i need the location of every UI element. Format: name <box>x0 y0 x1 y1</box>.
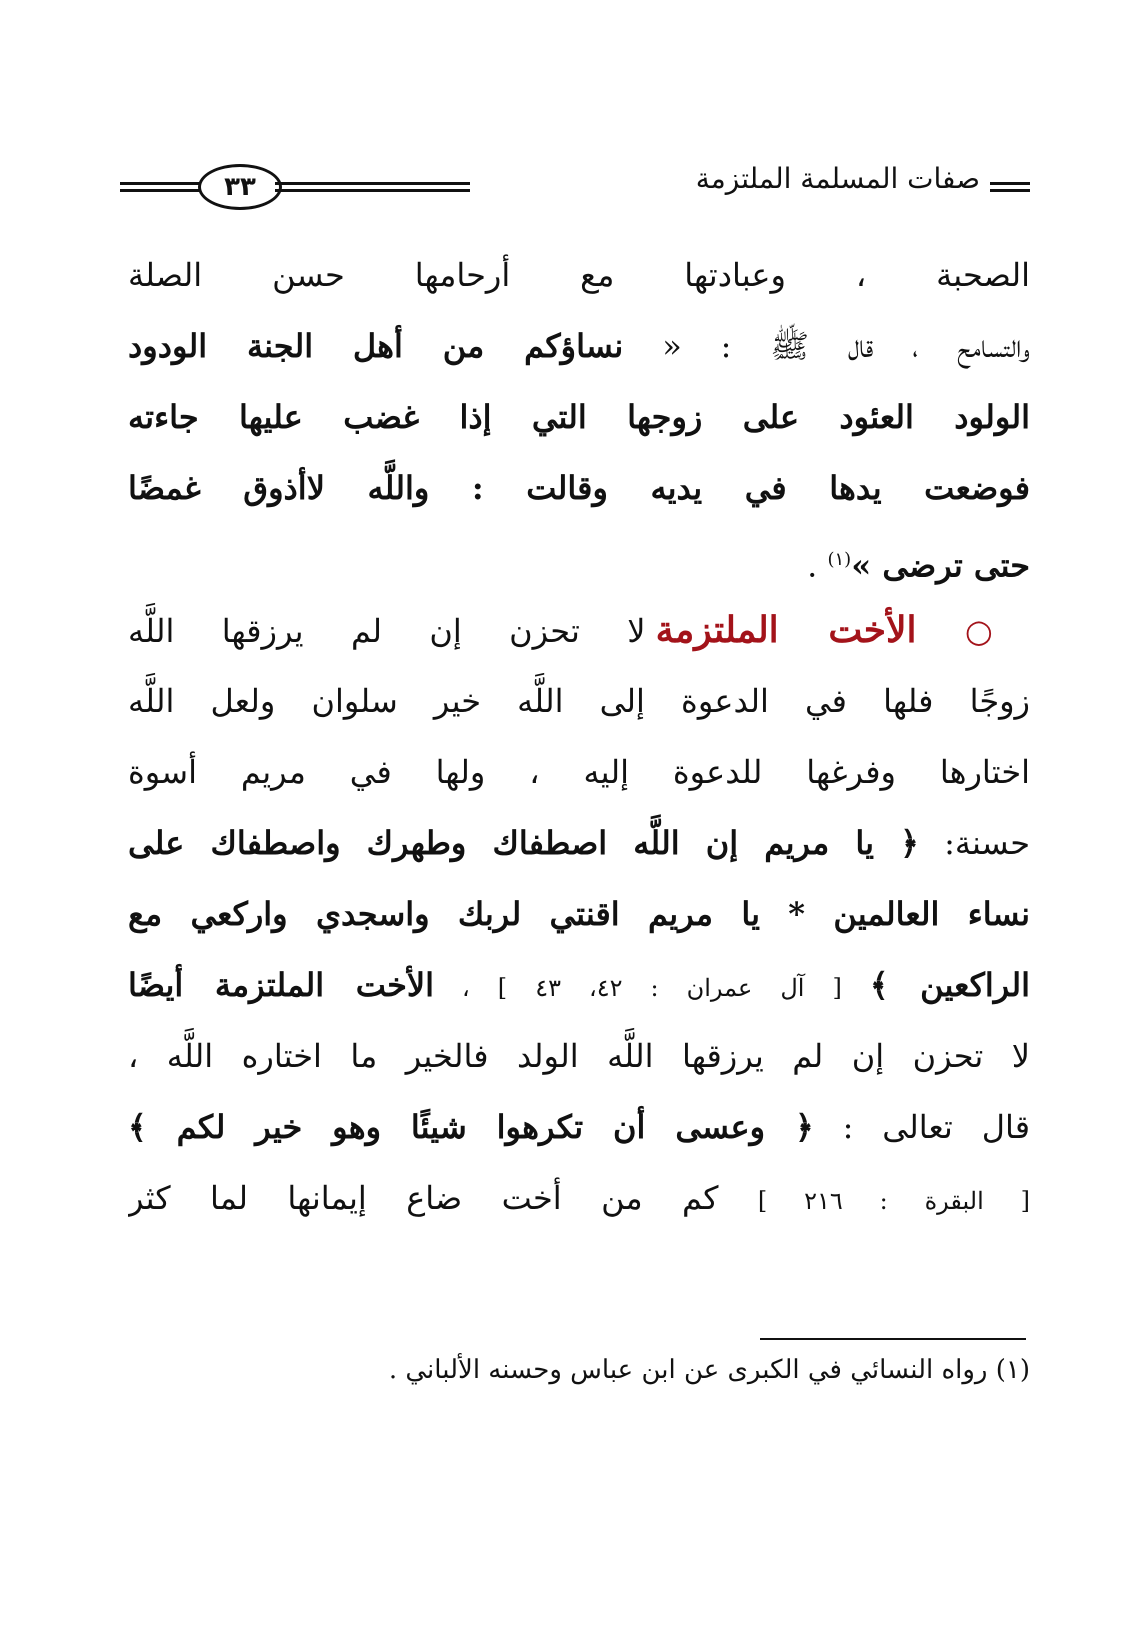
section-heading: الأخت الملتزمة <box>655 609 917 651</box>
text-line <box>128 879 1030 950</box>
text-line <box>128 737 1030 808</box>
running-title: صفات المسلمة الملتزمة <box>695 162 980 195</box>
text-line <box>128 453 1030 524</box>
text-run: قال تعالى : <box>813 1108 1030 1146</box>
text-line <box>128 666 1030 737</box>
text-run: لا تحزن إن لم يرزقها اللَّه الولد فالخير ما اختاره اللَّه ، <box>128 1037 1030 1075</box>
text-run: حسنة: <box>918 824 1030 862</box>
text-run: الصحبة ، وعبادتها مع أرحامها حسن الصلة <box>128 256 1030 294</box>
footnote-divider <box>760 1338 1026 1340</box>
verse-reference: [ البقرة : ٢١٦ ] <box>757 1187 1030 1215</box>
quran-verse: نساء العالمين * يا مريم اقنتي لربك واسجدي واركعي مع <box>128 895 1030 933</box>
header-rule-right <box>990 182 1030 192</box>
text-run: لا تحزن إن لم يرزقها اللَّه <box>128 612 656 650</box>
footnote-marker: (١) <box>827 549 852 570</box>
text-line <box>128 240 1030 311</box>
header-rule-middle <box>275 182 470 192</box>
text-run: والتسامح ، قال ﷺ : « <box>623 327 1030 365</box>
text-line <box>128 595 1030 666</box>
text-run: زوجًا فلها في الدعوة إلى اللَّه خير سلوان ولعل اللَّه <box>128 682 1030 720</box>
text-run: الأخت الملتزمة أيضًا <box>128 966 435 1004</box>
text-line <box>128 950 1030 1021</box>
header-rule-left <box>120 182 200 192</box>
text-line <box>128 382 1030 453</box>
hadith-text: حتى ترضى » <box>851 546 1030 585</box>
quran-verse: ﴿ يا مريم إن اللَّه اصطفاك وطهرك واصطفاك على <box>128 824 919 862</box>
text-run: كم من أخت ضاع إيمانها لما كثر <box>128 1179 758 1217</box>
quran-verse: الراكعين ﴾ <box>869 966 1030 1004</box>
text-line <box>128 1092 1030 1163</box>
footnote: (١) رواه النسائي في الكبرى عن ابن عباس وحسنه الألباني . <box>388 1355 1030 1385</box>
page-number: ٣٣ <box>198 164 282 210</box>
quran-verse: ﴿ وعسى أن تكرهوا شيئًا وهو خير لكم ﴾ <box>128 1108 814 1146</box>
body-text <box>128 240 1030 1234</box>
hadith-text: الولود العئود على زوجها التي إذا غضب عليها جاءته <box>128 398 1030 436</box>
text-line <box>128 524 1030 595</box>
text-line <box>128 311 1030 382</box>
text-run: . <box>807 546 828 585</box>
verse-reference: [ آل عمران : ٤٢، ٤٣ ] ، <box>434 974 870 1002</box>
hadith-text: نساؤكم من أهل الجنة الودود <box>128 327 624 365</box>
text-line <box>128 1163 1030 1234</box>
text-line <box>128 1021 1030 1092</box>
page-header <box>120 164 1030 216</box>
text-line <box>128 808 1030 879</box>
bullet-icon: ○ <box>916 612 1030 650</box>
hadith-text: فوضعت يدها في يديه وقالت : واللَّه لاأذوق غمضًا <box>128 469 1030 507</box>
text-run: اختارها وفرغها للدعوة إليه ، ولها في مريم أسوة <box>128 753 1030 791</box>
